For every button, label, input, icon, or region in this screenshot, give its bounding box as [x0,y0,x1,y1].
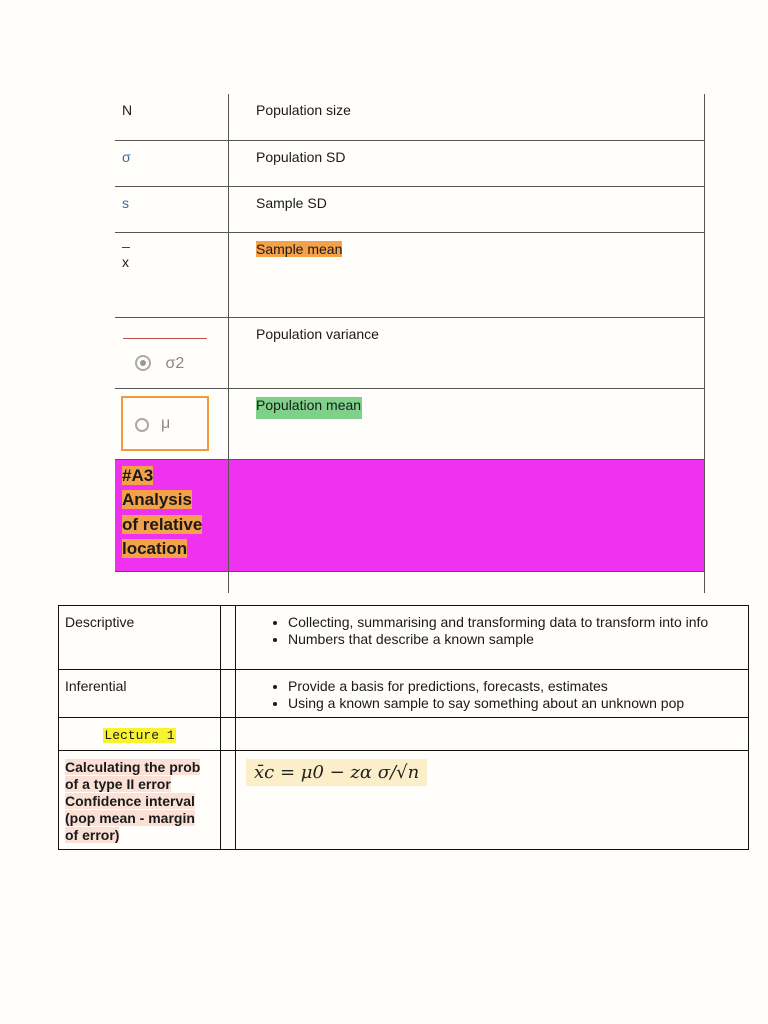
radio-option-sigma-squared[interactable] [135,352,184,373]
radio-unselected-icon[interactable] [135,418,149,432]
symbol-sigma: σ [122,148,131,165]
meaning-sample-sd: Sample SD [256,194,327,211]
radio-selected-icon[interactable] [135,355,151,371]
lecture-label: Lecture 1 [104,728,175,743]
radio-option-mu[interactable] [121,396,209,451]
list-item: • Numbers that describe a known sample [288,631,748,648]
inferential-bullets [236,678,748,712]
meaning-population-size: Population size [256,102,351,118]
descriptive-bullets [236,614,748,648]
confidence-formula: x̄c = μ0 − zα σ/√n [246,759,427,786]
symbols-table [115,94,705,593]
descriptive-label: Descriptive [59,606,221,670]
red-divider [123,338,207,339]
sigma-squared-label: σ2 [165,354,185,372]
stats-table [58,605,749,850]
section-a3-row [115,459,705,571]
inferential-label: Inferential [59,670,221,718]
list-item: • Collecting, summarising and transforming data to transform into info [288,614,748,631]
meaning-sample-mean: Sample mean [256,240,343,257]
meaning-population-mean: Population mean [256,397,362,419]
symbol-n: N [122,102,133,118]
symbol-xbar: x [122,253,129,270]
list-item: • Using a known sample to say something about an unknown pop [288,695,748,712]
section-a3-heading: #A3 Analysis of relative location [122,465,203,558]
list-item: • Provide a basis for predictions, forecasts, estimates [288,678,748,695]
meaning-population-variance: Population variance [256,325,379,342]
calc-description: Calculating the prob of a type II error Confidence interval (pop mean - margin of error) [59,751,221,850]
symbol-s: s [122,194,129,211]
xbar-overline [122,247,130,248]
meaning-population-sd: Population SD [256,148,346,165]
mu-label: μ [161,414,171,432]
